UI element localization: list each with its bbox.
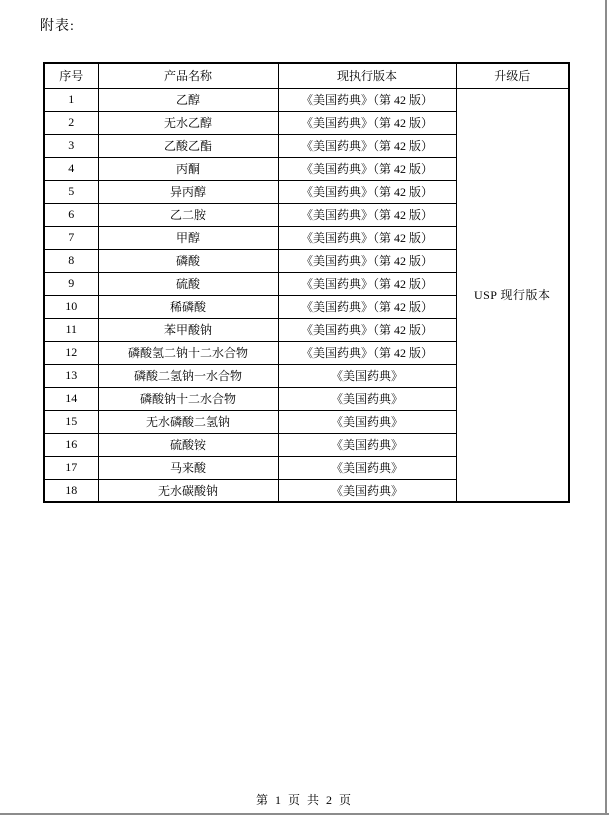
serial-number-cell: 8 — [44, 249, 98, 272]
page-edge-bottom — [0, 813, 609, 815]
current-version-cell: 《美国药典》 — [278, 410, 456, 433]
serial-number-cell: 9 — [44, 272, 98, 295]
serial-number-cell: 17 — [44, 456, 98, 479]
current-version-cell: 《美国药典》（第 42 版） — [278, 134, 456, 157]
current-version-cell: 《美国药典》（第 42 版） — [278, 249, 456, 272]
serial-number-cell: 15 — [44, 410, 98, 433]
serial-number-cell: 10 — [44, 295, 98, 318]
product-name-cell: 稀磷酸 — [98, 295, 278, 318]
serial-number-cell: 12 — [44, 341, 98, 364]
serial-number-cell: 11 — [44, 318, 98, 341]
current-version-cell: 《美国药典》（第 42 版） — [278, 157, 456, 180]
upgraded-version-merged-cell: USP 现行版本 — [456, 88, 569, 502]
product-name-cell: 苯甲酸钠 — [98, 318, 278, 341]
serial-number-cell: 14 — [44, 387, 98, 410]
table-header-row — [44, 63, 569, 88]
serial-number-cell: 2 — [44, 111, 98, 134]
header-serial-number: 序号 — [44, 63, 98, 88]
current-version-cell: 《美国药典》 — [278, 479, 456, 502]
product-name-cell: 无水磷酸二氢钠 — [98, 410, 278, 433]
current-version-cell: 《美国药典》（第 42 版） — [278, 203, 456, 226]
product-name-cell: 乙酸乙酯 — [98, 134, 278, 157]
product-name-cell: 异丙醇 — [98, 180, 278, 203]
current-version-cell: 《美国药典》 — [278, 387, 456, 410]
header-after-upgrade: 升级后 — [456, 63, 569, 88]
current-version-cell: 《美国药典》（第 42 版） — [278, 318, 456, 341]
product-name-cell: 硫酸铵 — [98, 433, 278, 456]
current-version-cell: 《美国药典》 — [278, 433, 456, 456]
product-name-cell: 磷酸二氢钠一水合物 — [98, 364, 278, 387]
product-name-cell: 硫酸 — [98, 272, 278, 295]
product-name-cell: 无水碳酸钠 — [98, 479, 278, 502]
products-table — [43, 62, 570, 503]
current-version-cell: 《美国药典》（第 42 版） — [278, 180, 456, 203]
serial-number-cell: 16 — [44, 433, 98, 456]
product-name-cell: 磷酸氢二钠十二水合物 — [98, 341, 278, 364]
serial-number-cell: 6 — [44, 203, 98, 226]
page-number-footer: 第 1 页 共 2 页 — [255, 793, 353, 807]
product-name-cell: 乙二胺 — [98, 203, 278, 226]
page-edge-right — [605, 0, 607, 815]
product-name-cell: 马来酸 — [98, 456, 278, 479]
product-name-cell: 磷酸 — [98, 249, 278, 272]
header-product-name: 产品名称 — [98, 63, 278, 88]
current-version-cell: 《美国药典》（第 42 版） — [278, 295, 456, 318]
header-current-version: 现执行版本 — [278, 63, 456, 88]
product-name-cell: 甲醇 — [98, 226, 278, 249]
table-body — [44, 88, 569, 502]
serial-number-cell: 3 — [44, 134, 98, 157]
product-name-cell: 乙醇 — [98, 88, 278, 111]
serial-number-cell: 4 — [44, 157, 98, 180]
serial-number-cell: 18 — [44, 479, 98, 502]
serial-number-cell: 1 — [44, 88, 98, 111]
current-version-cell: 《美国药典》 — [278, 456, 456, 479]
current-version-cell: 《美国药典》（第 42 版） — [278, 88, 456, 111]
product-name-cell: 无水乙醇 — [98, 111, 278, 134]
current-version-cell: 《美国药典》（第 42 版） — [278, 272, 456, 295]
current-version-cell: 《美国药典》（第 42 版） — [278, 226, 456, 249]
serial-number-cell: 13 — [44, 364, 98, 387]
product-name-cell: 磷酸钠十二水合物 — [98, 387, 278, 410]
serial-number-cell: 5 — [44, 180, 98, 203]
product-name-cell: 丙酮 — [98, 157, 278, 180]
table-caption: 附表: — [40, 19, 75, 34]
current-version-cell: 《美国药典》（第 42 版） — [278, 111, 456, 134]
current-version-cell: 《美国药典》 — [278, 364, 456, 387]
current-version-cell: 《美国药典》（第 42 版） — [278, 341, 456, 364]
table-row — [44, 88, 569, 111]
serial-number-cell: 7 — [44, 226, 98, 249]
